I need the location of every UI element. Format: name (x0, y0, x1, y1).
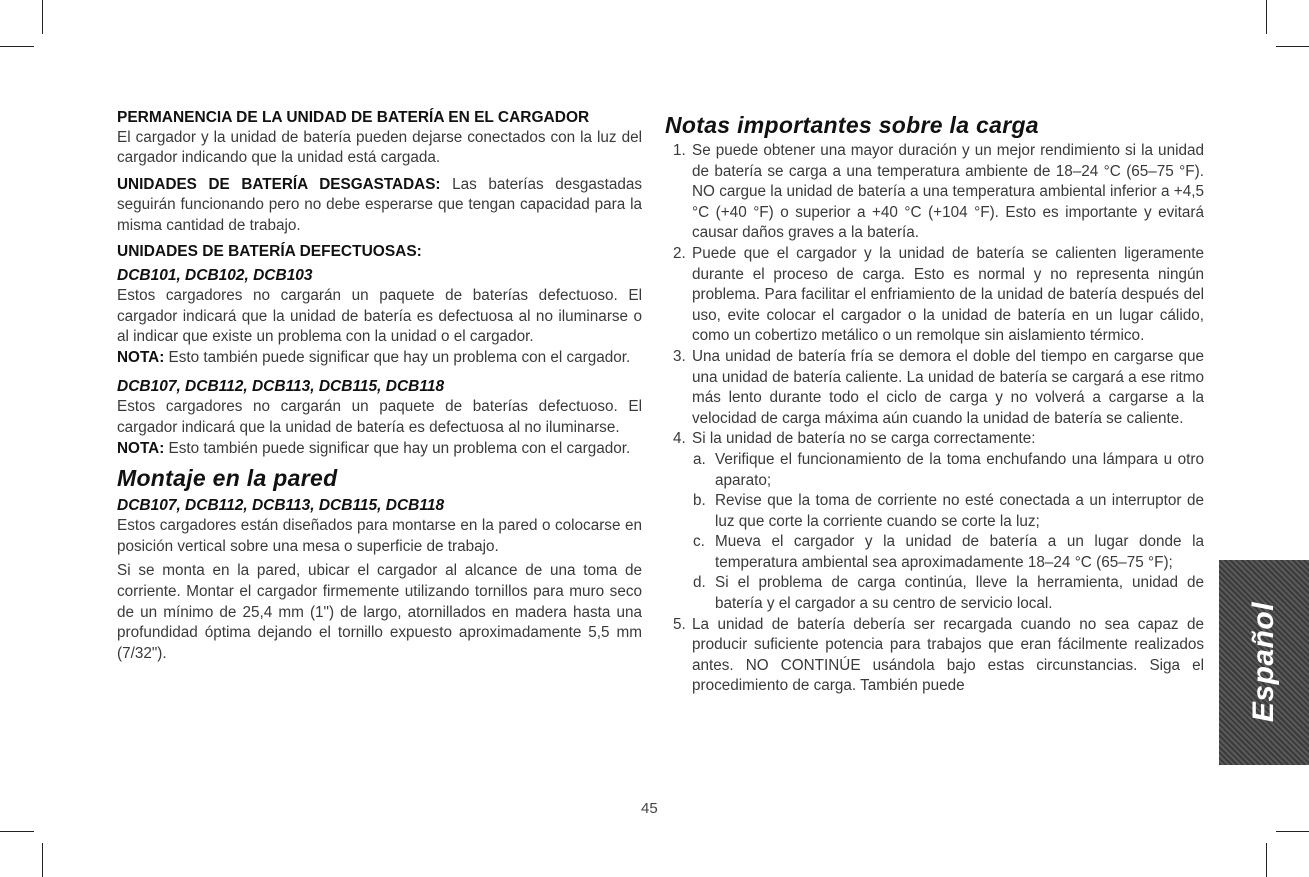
sub-list-text: Revise que la toma de corriente no esté conectada a un interruptor de luz que corte la corriente cuando se corte la luz; (715, 492, 1204, 530)
sub-list-letter: b. (693, 492, 706, 510)
note-text-2: Esto también puede significar que hay un problema con el cargador. (168, 439, 631, 457)
paragraph-desgastadas (117, 175, 642, 237)
sub-list-item (692, 573, 1204, 614)
note-text-1: Esto también puede significar que hay un problema con el cargador. (168, 348, 631, 366)
section-heading-defectuosas: UNIDADES DE BATERÍA DEFECTUOSAS: (117, 243, 422, 261)
sub-list-letter: a. (693, 450, 706, 468)
crop-mark (42, 0, 43, 34)
section-heading-permanencia: PERMANENCIA DE LA UNIDAD DE BATERÍA EN EL CARGADOR (117, 109, 590, 126)
sub-list-letter: d. (693, 574, 706, 592)
side-tab-label: Español (1247, 601, 1280, 723)
note-label: NOTA: (117, 348, 165, 366)
note-2 (117, 439, 642, 460)
list-item (665, 244, 1204, 347)
paragraph-montaje-1: Estos cargadores están diseñados para montarse en la pared o colocarse en posición vertical sobre una mesa o superficie de trabajo. (117, 517, 642, 555)
list-item (665, 347, 1204, 429)
sub-list-item (692, 532, 1204, 573)
paragraph-defectuosas-2: Estos cargadores no cargarán un paquete de baterías defectuoso. El cargador indicará que la unidad de batería es defectuosa al no iluminarse. (117, 398, 642, 436)
crop-mark (0, 46, 34, 47)
paragraph-permanencia: El cargador y la unidad de batería pueden dejarse conectados con la luz del cargador indicando que la unidad está cargada. (117, 128, 642, 167)
note-1 (117, 348, 642, 369)
note-label: NOTA: (117, 439, 165, 457)
heading-notas: Notas importantes sobre la carga (665, 112, 1039, 138)
left-column (117, 108, 642, 664)
crop-mark (1266, 0, 1267, 34)
list-number: 4. (673, 430, 686, 448)
crop-mark (1276, 831, 1309, 832)
list-item (665, 141, 1204, 244)
paragraph-montaje-2: Si se monta en la pared, ubicar el cargador al alcance de una toma de corriente. Montar el cargador firmemente utilizando tornillos para muro seco de un mínimo de 25,4 mm (1") de largo, atornillados en madera hasta una profundidad óptima dejando el tornillo expuesto aproximadamente 5,5 mm (7/32"). (117, 562, 642, 662)
lead-desgastadas: UNIDADES DE BATERÍA DESGASTADAS: (117, 175, 441, 193)
sub-list-text: Si el problema de carga continúa, lleve la herramienta, unidad de batería y el cargador a su centro de servicio local. (715, 574, 1204, 613)
models-heading-3: DCB107, DCB112, DCB113, DCB115, DCB118 (117, 497, 445, 515)
sub-list-text: Verifique el funcionamiento de la toma enchufando una lámpara u otro aparato; (715, 450, 1204, 489)
crop-mark (1276, 46, 1309, 47)
list-item (665, 429, 1204, 614)
list-number: 1. (673, 142, 686, 159)
sub-list-item (692, 491, 1204, 532)
list-text: Se puede obtener una mayor duración y un mejor rendimiento si la unidad de batería se carga a una temperatura ambiente de 18–24 °C (65–75 °F). NO cargue la unidad de batería a una temperatura ambiental inferior a +4,5 °C (+40 °F) o superior a +40 °C (+104 °F). Esto es importante y evitará causar daños graves a la batería. (692, 142, 1204, 242)
numbered-list (665, 141, 1204, 697)
list-item (665, 615, 1204, 697)
list-text: La unidad de batería debería ser recargada cuando no sea capaz de producir suficiente potencia para trabajos que eran fácilmente realizados antes. NO CONTINÚE usándola bajo estas circunstancias. Siga el procedimiento de carga. También puede (692, 615, 1204, 695)
sub-list-text: Mueva el cargador y la unidad de batería a un lugar donde la temperatura ambiental sea aproximadamente 18–24 °C (65–75 °F); (715, 533, 1204, 571)
list-text: Puede que el cargador y la unidad de batería se calienten ligeramente durante el proceso de carga. Esto es normal y no representa ningún problema. Para facilitar el enfriamiento de la unidad de batería después del uso, evite colocar el cargador o la unidad de batería en un lugar cálido, como un cobertizo metálico o un remolque sin aislamiento térmico. (692, 244, 1204, 345)
list-text: Si la unidad de batería no se carga correctamente: (692, 430, 1036, 448)
crop-mark (0, 831, 34, 832)
right-column (665, 112, 1204, 697)
paragraph-defectuosas-1: Estos cargadores no cargarán un paquete de baterías defectuoso. El cargador indicará que la unidad de batería es defectuosa al no iluminarse o al indicar que existe un problema con la unidad o el cargador. (117, 286, 642, 346)
language-side-tab (1219, 560, 1309, 765)
list-number: 2. (673, 244, 686, 262)
crop-mark (1266, 843, 1267, 877)
list-text: Una unidad de batería fría se demora el doble del tiempo en cargarse que una unidad de batería caliente. La unidad de batería se cargará a ese ritmo más lento durante todo el ciclo de carga y no volverá a cargarse a la velocidad de carga máxima aún cuando la unidad de batería se caliente. (692, 347, 1204, 427)
models-heading-2: DCB107, DCB112, DCB113, DCB115, DCB118 (117, 378, 445, 396)
list-number: 3. (673, 347, 686, 365)
heading-montaje: Montaje en la pared (117, 465, 338, 492)
crop-mark (42, 843, 43, 877)
text-desgastadas: Las baterías desgastadas seguirán funcionando pero no debe esperarse que tengan capacidad para la misma cantidad de trabajo. (117, 175, 643, 234)
sub-list-letter: c. (693, 533, 705, 551)
page-number: 45 (641, 800, 658, 817)
list-number: 5. (673, 615, 686, 633)
models-heading-1: DCB101, DCB102, DCB103 (117, 266, 313, 284)
sub-list-item (692, 450, 1204, 491)
sub-list (692, 450, 1204, 615)
